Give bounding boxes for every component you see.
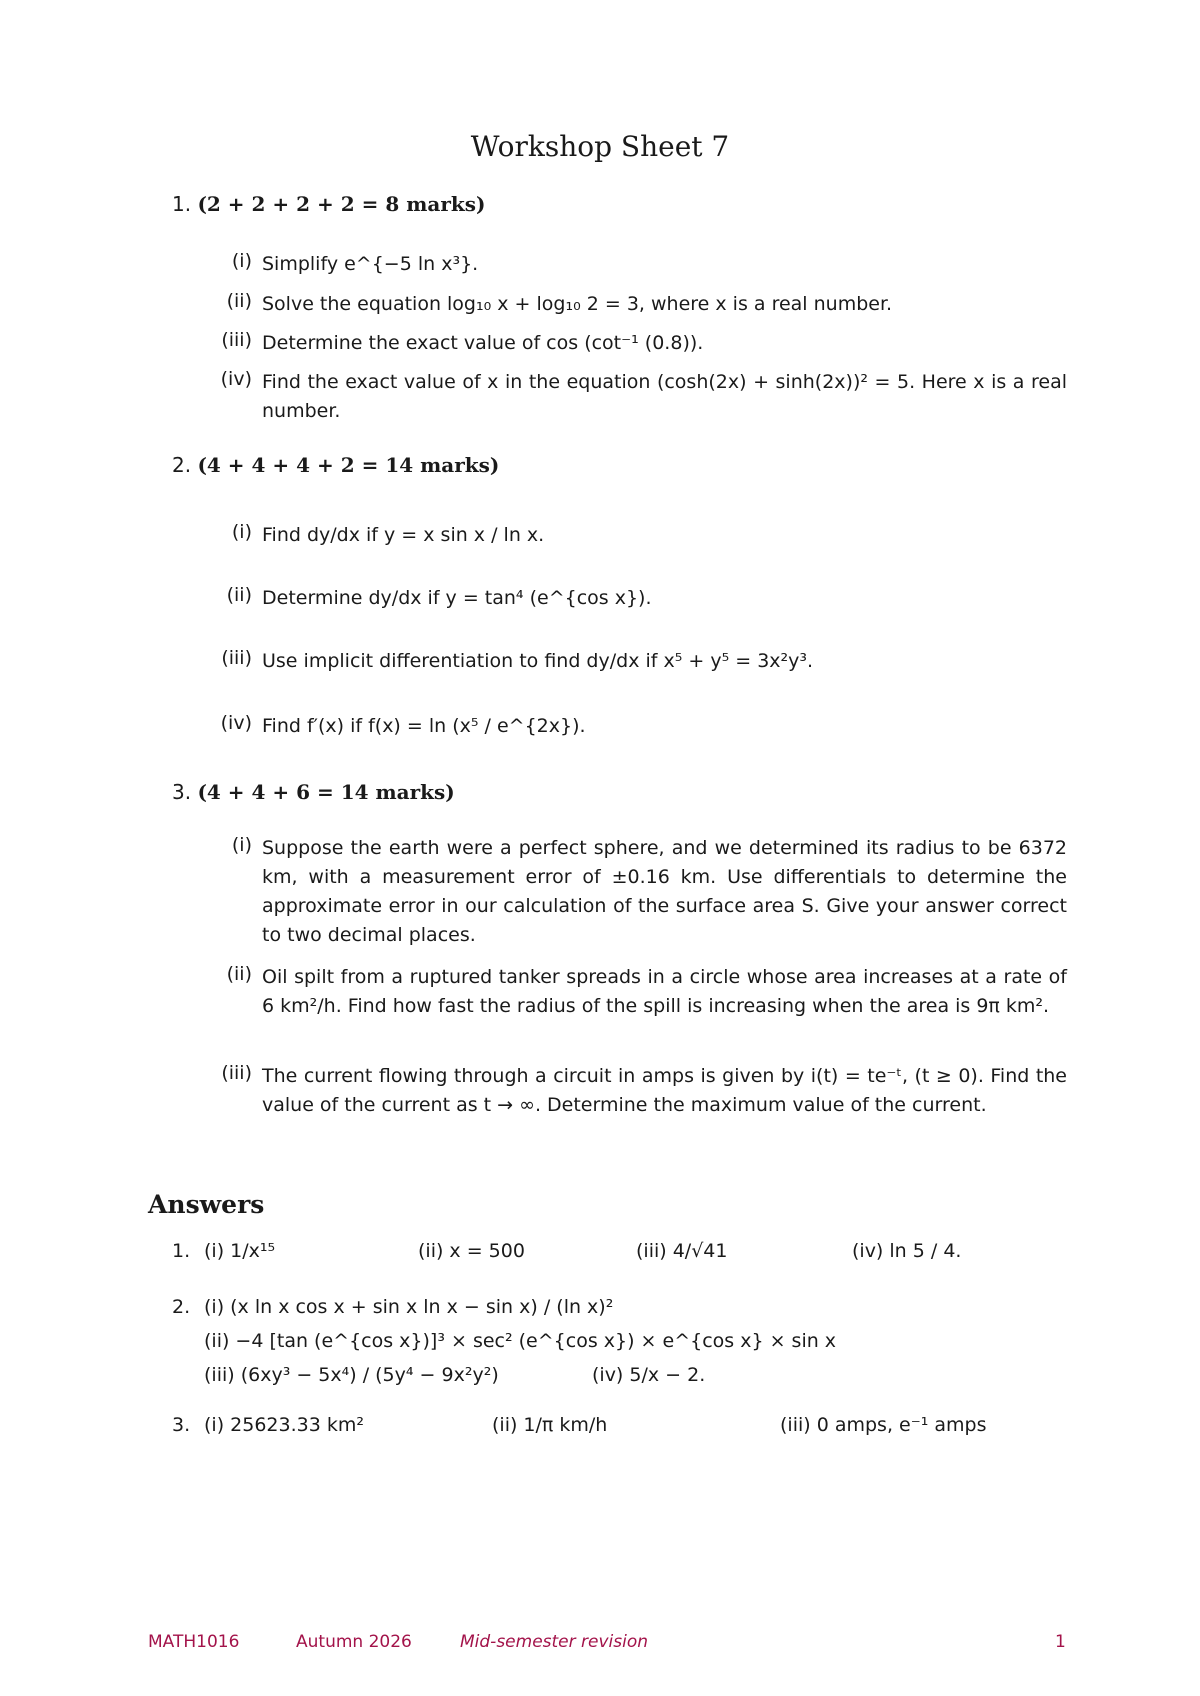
- answer-1-number: 1.: [172, 1240, 191, 1262]
- q2-iv-body: Find f′(x) if f(x) = ln (x⁵ / e^{2x}).: [262, 715, 586, 737]
- q1-ii-label: (ii): [226, 290, 252, 312]
- q2-header: [172, 453, 499, 477]
- q3-marks: (4 + 4 + 6 = 14 marks): [197, 780, 455, 804]
- q1-marks: (2 + 2 + 2 + 2 = 8 marks): [197, 192, 486, 216]
- q1-iv-text: [262, 368, 1067, 426]
- answer-1-ii: (ii) x = 500: [418, 1240, 525, 1262]
- q3-ii-text: [262, 963, 1067, 1021]
- answer-3-ii: (ii) 1/π km/h: [492, 1414, 608, 1436]
- q3-iii-label: (iii): [221, 1062, 252, 1084]
- q1-iii-text: [262, 329, 1067, 358]
- answer-3-iii: (iii) 0 amps, e⁻¹ amps: [780, 1414, 987, 1436]
- footer-course: MATH1016: [148, 1632, 240, 1652]
- q2-i-text: [262, 521, 1067, 550]
- answer-3-i: (i) 25623.33 km²: [204, 1414, 364, 1436]
- answers-heading: Answers: [148, 1190, 265, 1219]
- q3-ii-label: (ii): [226, 963, 252, 985]
- q2-ii-text: [262, 584, 1067, 613]
- q2-iv-text: [262, 712, 1067, 741]
- answer-2-number: 2.: [172, 1296, 191, 1318]
- q1-ii-text: [262, 290, 1067, 319]
- answer-1-iii: (iii) 4/√41: [636, 1240, 728, 1262]
- q1-iii-body: Determine the exact value of cos (cot⁻¹ (0.8)).: [262, 332, 704, 354]
- q3-ii-body: Oil spilt from a ruptured tanker spreads in a circle whose area increases at a rate of 6 km²/h. Find how fast the radius of the spill is increasing when the area is 9π km².: [262, 966, 1067, 1017]
- answer-1-iv: (iv) ln 5 / 4.: [852, 1240, 962, 1262]
- q2-iii-label: (iii): [221, 647, 252, 669]
- q2-i-label: (i): [231, 521, 252, 543]
- q3-i-body: Suppose the earth were a perfect sphere, and we determined its radius to be 6372 km, with a measurement error of ±0.16 km. Use differentials to determine the approximate error in our calculation of the surface area S. Give your answer correct to two decimal places.: [262, 837, 1067, 946]
- q1-i-text: [262, 250, 1067, 279]
- q1-number: 1.: [172, 192, 192, 216]
- q1-i-body: Simplify e^{−5 ln x³}.: [262, 253, 479, 275]
- footer-term: Autumn 2026: [296, 1632, 412, 1652]
- q3-header: [172, 780, 455, 804]
- q1-iii-label: (iii): [221, 329, 252, 351]
- page-number: 1: [1055, 1632, 1066, 1652]
- q1-iv-label: (iv): [220, 368, 252, 390]
- q2-marks: (4 + 4 + 4 + 2 = 14 marks): [197, 453, 500, 477]
- q3-iii-text: [262, 1062, 1067, 1120]
- q2-iv-label: (iv): [220, 712, 252, 734]
- answer-3-number: 3.: [172, 1414, 191, 1436]
- q3-i-text: [262, 834, 1067, 950]
- q3-i-label: (i): [231, 834, 252, 856]
- q3-iii-body: The current flowing through a circuit in amps is given by i(t) = te⁻ᵗ, (t ≥ 0). Find the value of the current as t → ∞. Determine the maximum value of the current.: [262, 1065, 1067, 1116]
- q1-ii-body: Solve the equation log₁₀ x + log₁₀ 2 = 3, where x is a real number.: [262, 293, 893, 315]
- answer-2-ii: (ii) −4 [tan (e^{cos x})]³ × sec² (e^{cos x}) × e^{cos x} × sin x: [204, 1330, 837, 1352]
- answer-1-i: (i) 1/x¹⁵: [204, 1240, 276, 1262]
- q1-iv-body: Find the exact value of x in the equation (cosh(2x) + sinh(2x))² = 5. Here x is a real number.: [262, 371, 1067, 422]
- q2-iii-text: [262, 647, 1067, 676]
- page-title: Workshop Sheet 7: [470, 130, 730, 163]
- q2-iii-body: Use implicit differentiation to find dy/dx if x⁵ + y⁵ = 3x²y³.: [262, 650, 814, 672]
- q2-i-body: Find dy/dx if y = x sin x / ln x.: [262, 524, 545, 546]
- q2-ii-label: (ii): [226, 584, 252, 606]
- footer-topic: Mid-semester revision: [460, 1632, 649, 1652]
- q2-ii-body: Determine dy/dx if y = tan⁴ (e^{cos x}).: [262, 587, 652, 609]
- q2-number: 2.: [172, 453, 192, 477]
- answer-2-iv: (iv) 5/x − 2.: [592, 1364, 706, 1386]
- q1-header: [172, 192, 485, 216]
- answer-2-i: (i) (x ln x cos x + sin x ln x − sin x) / (ln x)²: [204, 1296, 614, 1318]
- q1-i-label: (i): [231, 250, 252, 272]
- answer-2-iii: (iii) (6xy³ − 5x⁴) / (5y⁴ − 9x²y²): [204, 1364, 499, 1386]
- q3-number: 3.: [172, 780, 192, 804]
